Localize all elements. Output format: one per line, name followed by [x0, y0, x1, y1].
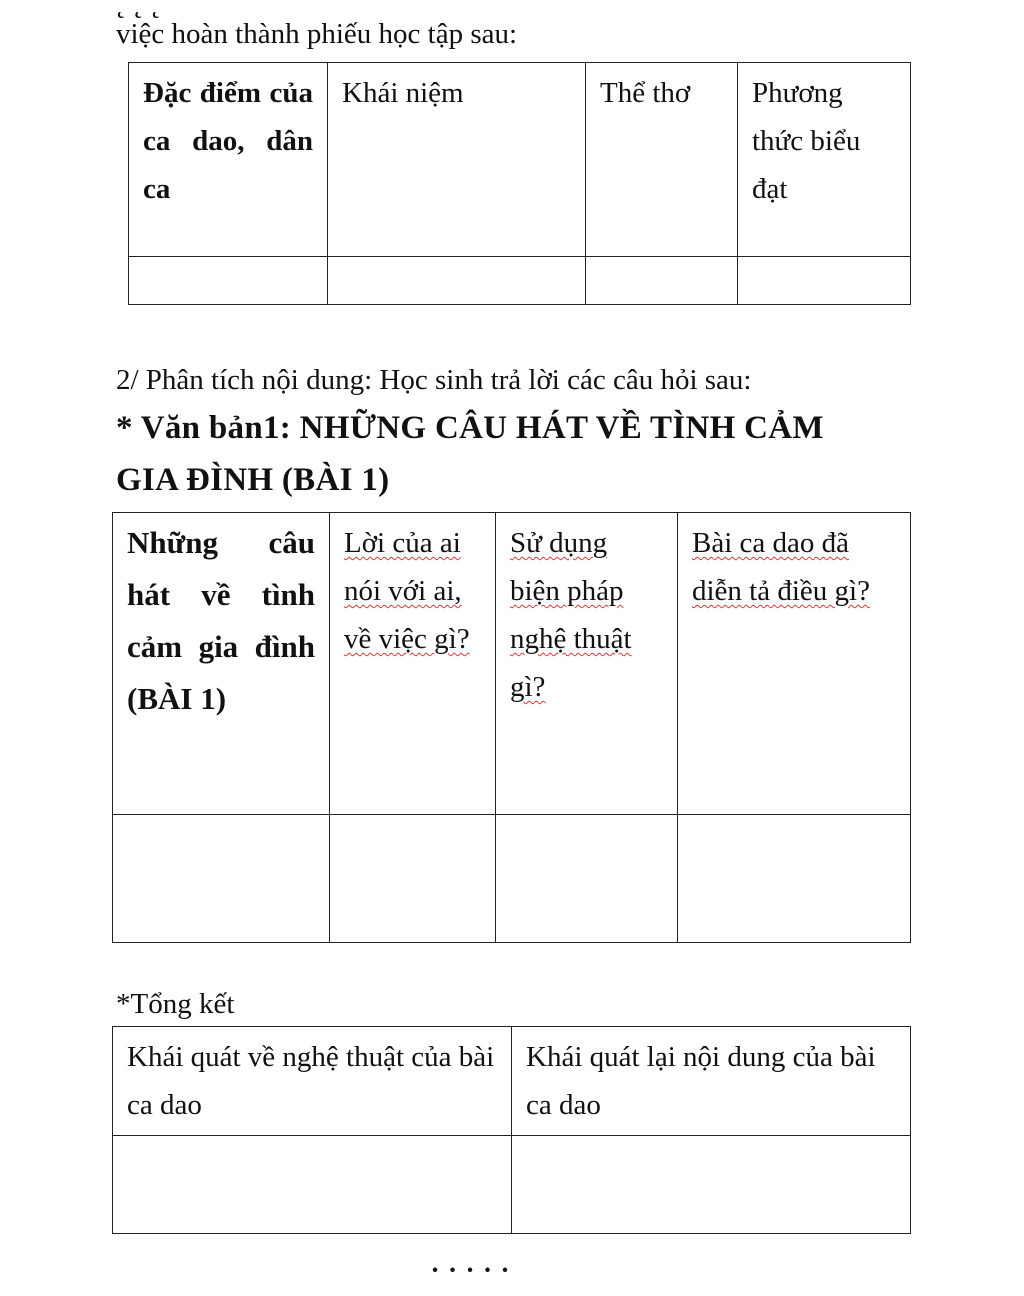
characteristics-table [128, 62, 911, 305]
intro-line: việc hoàn thành phiếu học tập sau: [116, 18, 518, 50]
header-cell-content-summary: Khái quát lại nội dung của bài ca dao [512, 1027, 911, 1136]
header-cell-speaker: Lời của ai nói với ai, về việc gì? [330, 513, 496, 815]
table-row [129, 257, 911, 305]
text-heading-line-2: GIA ĐÌNH (BÀI 1) [116, 462, 390, 498]
answer-cell[interactable] [586, 257, 738, 305]
table-row [113, 815, 911, 943]
section-2-title: 2/ Phân tích nội dung: Học sinh trả lời các câu hỏi sau: [116, 364, 752, 396]
header-cell-art-summary: Khái quát về nghệ thuật của bài ca dao [113, 1027, 512, 1136]
header-cell-characteristics: Đặc điểm của ca dao, dân ca [129, 63, 328, 257]
answer-cell[interactable] [678, 815, 911, 943]
table-row [113, 1136, 911, 1234]
table-row [129, 63, 911, 257]
header-cell-art-technique: Sử dụng biện pháp nghệ thuật gì? [496, 513, 678, 815]
header-cell-meaning: Bài ca dao đã diễn tả điều gì? [678, 513, 911, 815]
header-cell-verse-form: Thể thơ [586, 63, 738, 257]
analysis-table [112, 512, 911, 943]
text-heading-line-1: * Văn bản1: NHỮNG CÂU HÁT VỀ TÌNH CẢM [116, 410, 824, 446]
header-cell-concept: Khái niệm [328, 63, 586, 257]
answer-cell[interactable] [512, 1136, 911, 1234]
answer-cell[interactable] [496, 815, 678, 943]
cropped-text-bottom: ˙ ˙ ˙ ˙ ˙ [430, 1262, 510, 1295]
header-cell-expression-mode: Phương thức biểu đạt [738, 63, 911, 257]
answer-cell[interactable] [738, 257, 911, 305]
table-row [113, 1027, 911, 1136]
table-row [113, 513, 911, 815]
answer-cell[interactable] [129, 257, 328, 305]
header-cell-family-songs: Những câu hát về tình cảm gia đình (BÀI 1) [113, 513, 330, 815]
summary-table [112, 1026, 911, 1234]
answer-cell[interactable] [328, 257, 586, 305]
answer-cell[interactable] [330, 815, 496, 943]
answer-cell[interactable] [113, 815, 330, 943]
summary-title: *Tổng kết [116, 988, 235, 1020]
cropped-text-top: ˛ ˛ ˛ [116, 0, 161, 19]
answer-cell[interactable] [113, 1136, 512, 1234]
